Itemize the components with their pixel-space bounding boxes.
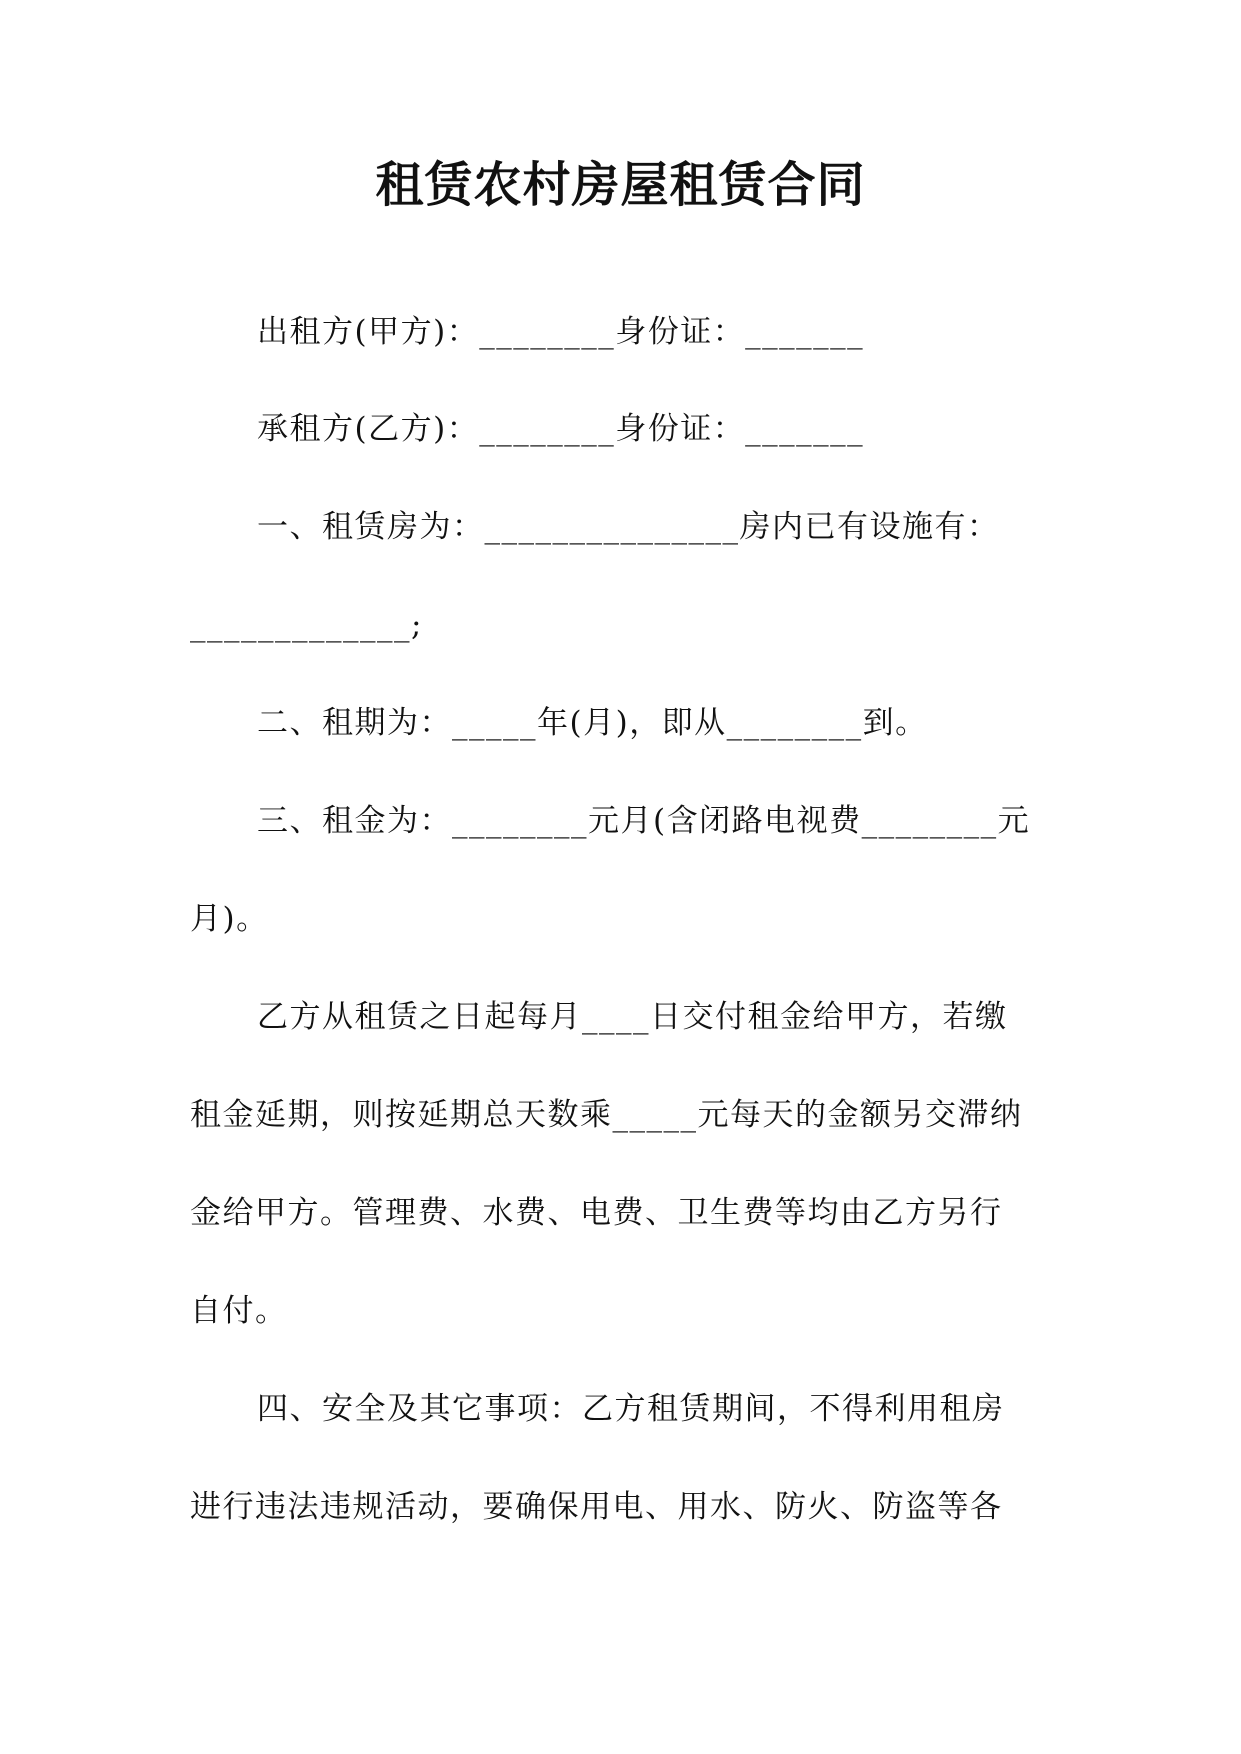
lessor-line: 出租方(甲方)：________身份证：_______ (257, 314, 865, 350)
clause-4-line-1: 四、安全及其它事项：乙方租赁期间，不得利用租房 (257, 1391, 1005, 1427)
clause-3-line-1: 三、租金为：________元月(含闭路电视费________元 (257, 803, 1031, 839)
payment-paragraph-line-2: 租金延期，则按延期总天数乘_____元每天的金额另交滞纳 (190, 1097, 1023, 1133)
clause-4-line-2: 进行违法违规活动，要确保用电、用水、防火、防盗等各 (190, 1489, 1003, 1525)
lessee-line: 承租方(乙方)：________身份证：_______ (257, 411, 865, 447)
payment-paragraph-line-4: 自付。 (190, 1293, 288, 1329)
document-title: 租赁农村房屋租赁合同 (375, 157, 866, 213)
clause-2-line: 二、租期为：_____年(月)，即从________到。 (257, 705, 928, 741)
clause-3-line-2: 月)。 (190, 901, 269, 937)
clause-1-line-2: _____________; (190, 607, 423, 643)
payment-paragraph-line-3: 金给甲方。管理费、水费、电费、卫生费等均由乙方另行 (190, 1195, 1003, 1231)
clause-1-line-1: 一、租赁房为：_______________房内已有设施有： (257, 509, 1000, 545)
payment-paragraph-line-1: 乙方从租赁之日起每月____日交付租金给甲方，若缴 (257, 999, 1008, 1035)
